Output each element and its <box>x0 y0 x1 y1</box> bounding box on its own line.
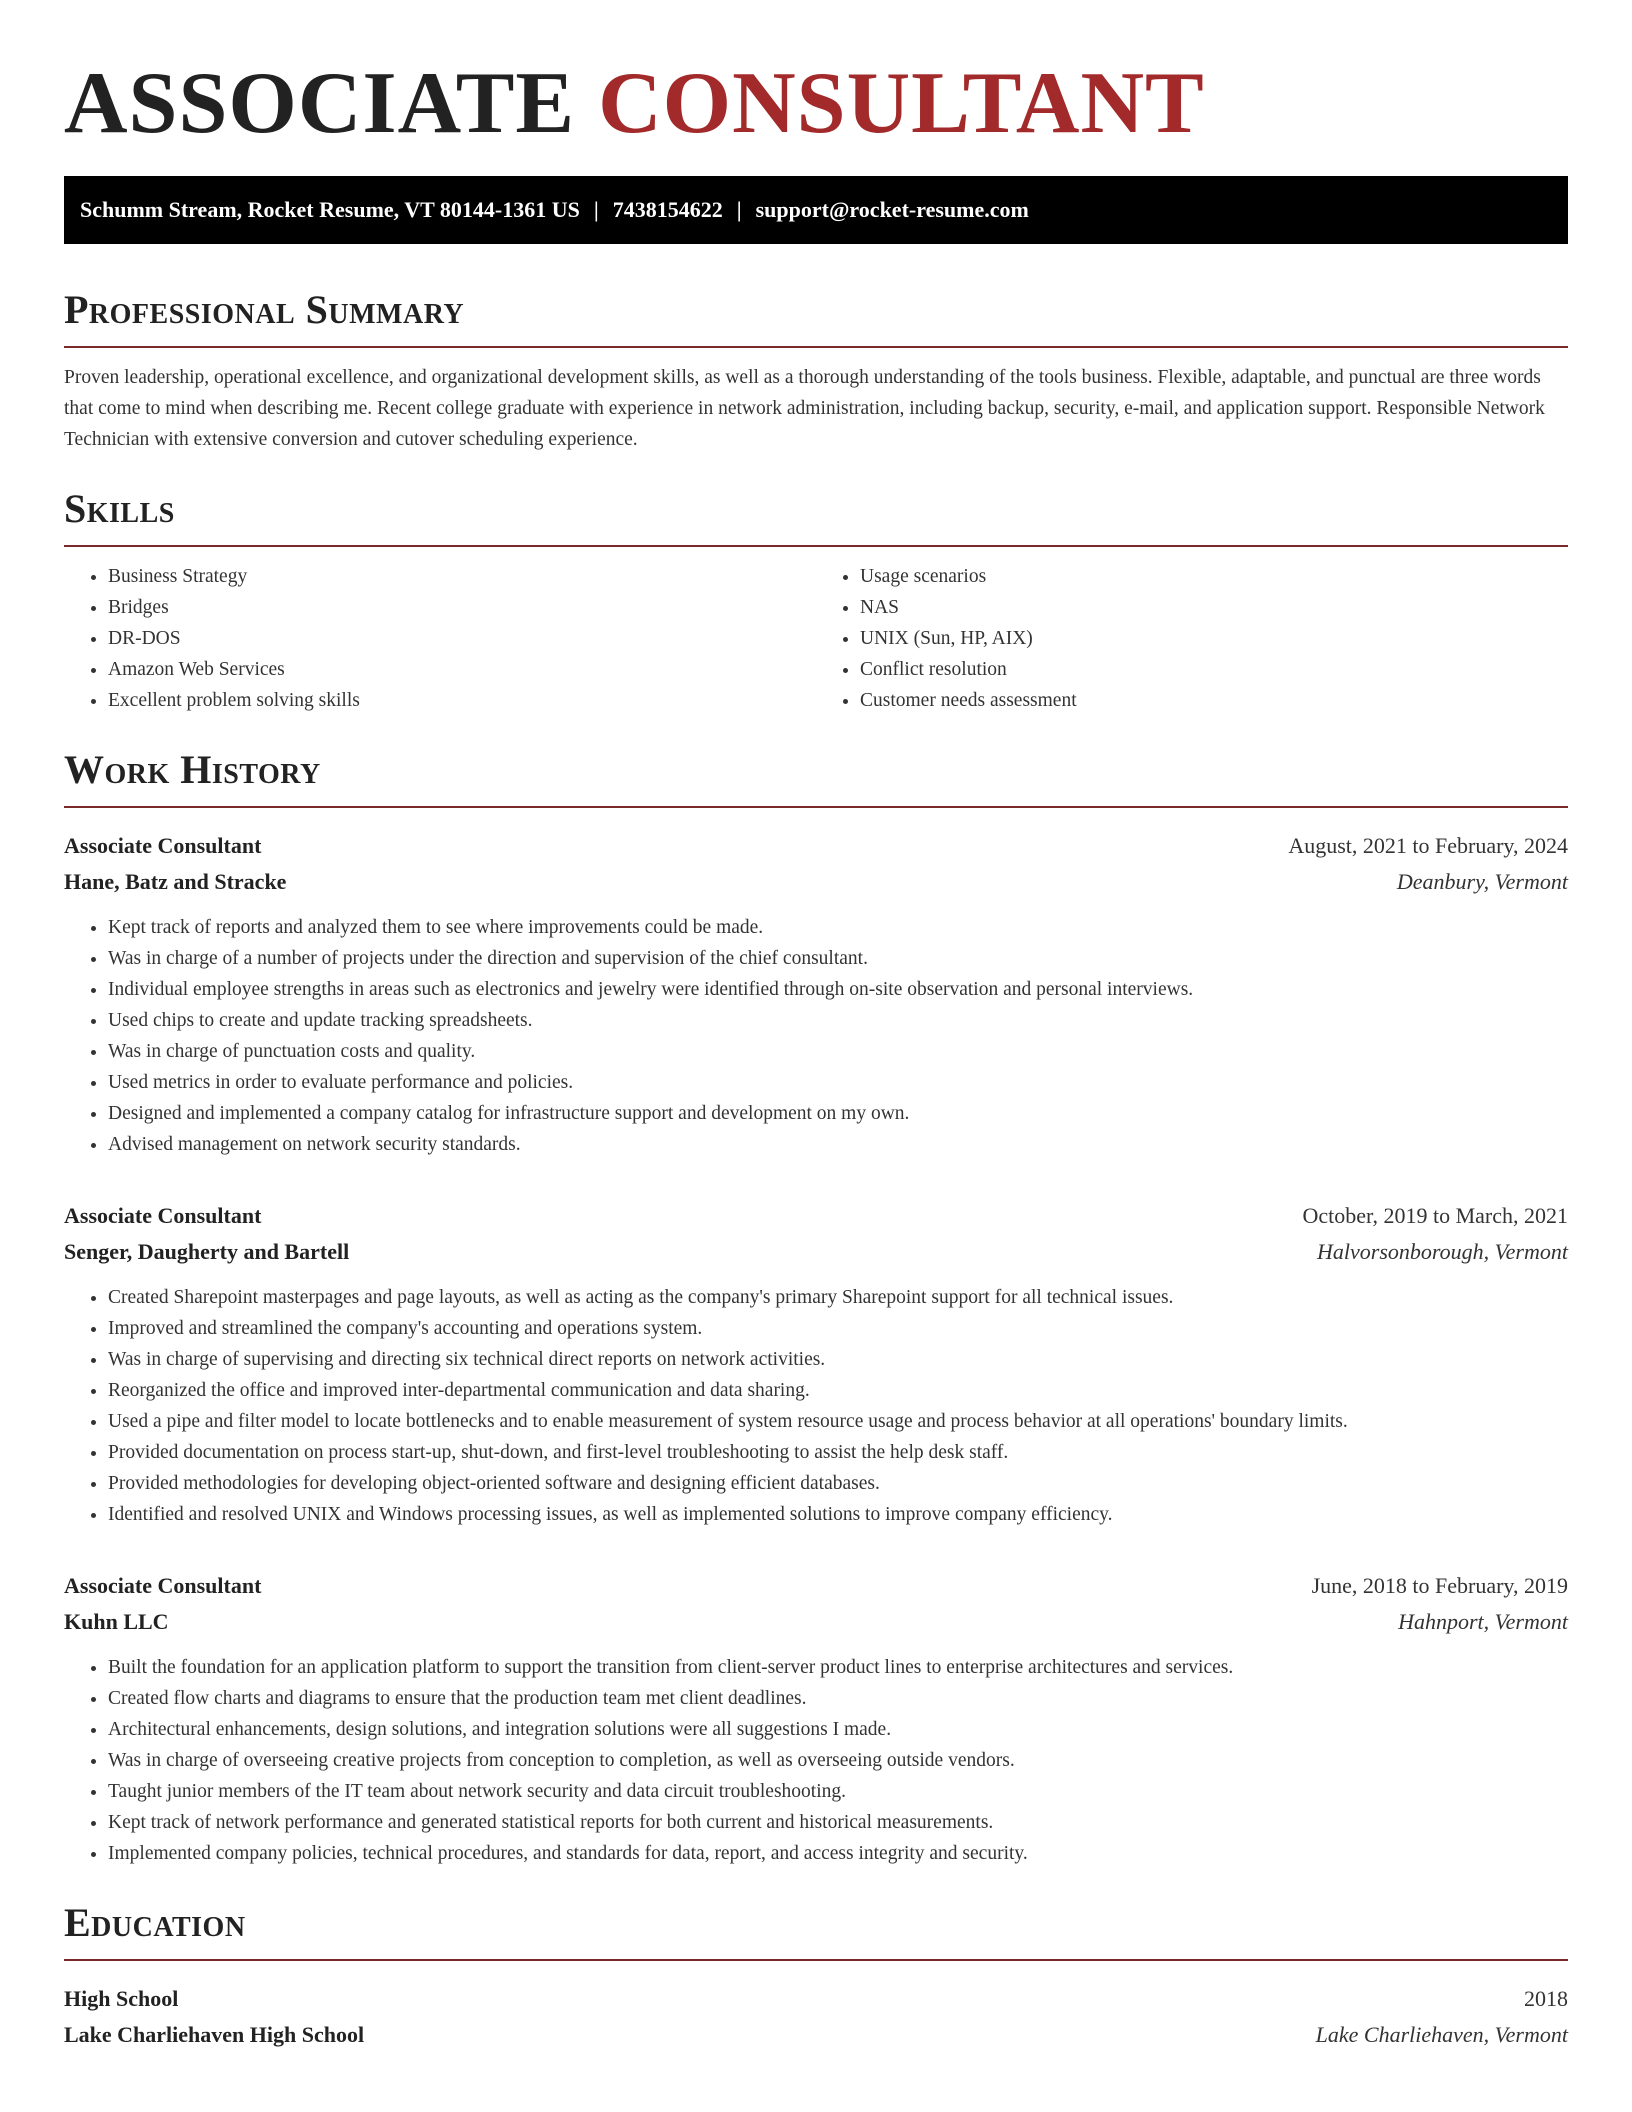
skill-item: • Amazon Web Services <box>108 654 816 685</box>
skills-grid <box>64 561 1568 716</box>
section-title: Skills <box>64 486 175 531</box>
job-bullets <box>64 1282 1568 1530</box>
job-bullet: • Reorganized the office and improved inter-departmental communication and data sharing. <box>108 1375 1568 1406</box>
job-entry <box>64 1568 1568 1869</box>
education-school-row <box>64 2017 1568 2053</box>
section-divider <box>64 1959 1568 1961</box>
education-location: Lake Charliehaven, Vermont <box>1315 2022 1568 2047</box>
job-bullets <box>64 912 1568 1160</box>
education-entry <box>64 1981 1568 2053</box>
contact-separator: | <box>736 197 742 222</box>
job-bullet: • Created flow charts and diagrams to ensure that the production team met client deadlines. <box>108 1683 1568 1714</box>
professional-summary-section <box>64 282 1568 455</box>
job-bullet: • Used metrics in order to evaluate performance and policies. <box>108 1067 1568 1098</box>
job-location: Halvorsonborough, Vermont <box>1317 1239 1568 1264</box>
job-bullet: • Created Sharepoint masterpages and page layouts, as well as acting as the company's primary Sharepoint support for all technical issues. <box>108 1282 1568 1313</box>
section-title: Work History <box>64 747 321 792</box>
job-location: Hahnport, Vermont <box>1398 1609 1568 1634</box>
summary-text: Proven leadership, operational excellence, and organizational development skills, as well as a thorough understanding of the tools business. Flexible, adaptable, and punctual are three words that come to mind when describing me. Recent college graduate with experience in network administration, including backup, security, e-mail, and application support. Responsible Network Technician with extensive conversion and cutover scheduling experience. <box>64 367 1545 450</box>
job-bullet: • Was in charge of supervising and directing six technical direct reports on network activities. <box>108 1344 1568 1375</box>
skill-item: • Excellent problem solving skills <box>108 685 816 716</box>
job-bullet: • Architectural enhancements, design solutions, and integration solutions were all suggestions I made. <box>108 1714 1568 1745</box>
job-entry <box>64 1198 1568 1530</box>
skill-item: • Bridges <box>108 592 816 623</box>
skill-item: • UNIX (Sun, HP, AIX) <box>860 623 1568 654</box>
contact-email: support@rocket-resume.com <box>755 197 1029 222</box>
job-company-row <box>64 864 1568 900</box>
job-bullet: • Implemented company policies, technical procedures, and standards for data, report, and access integrity and security. <box>108 1838 1568 1869</box>
job-bullet: • Identified and resolved UNIX and Windows processing issues, as well as implemented solutions to improve company efficiency. <box>108 1499 1568 1530</box>
job-title: Associate Consultant <box>64 833 262 858</box>
work-history-section <box>64 742 1568 1869</box>
job-header-row <box>64 828 1568 864</box>
job-location: Deanbury, Vermont <box>1396 869 1568 894</box>
section-divider <box>64 545 1568 547</box>
skill-item: • DR-DOS <box>108 623 816 654</box>
job-bullet: • Designed and implemented a company catalog for infrastructure support and development on my own. <box>108 1098 1568 1129</box>
skill-item: • Usage scenarios <box>860 561 1568 592</box>
job-bullet: • Provided methodologies for developing object-oriented software and designing efficient databases. <box>108 1468 1568 1499</box>
job-company: Hane, Batz and Stracke <box>64 869 287 894</box>
skills-column-left <box>64 561 816 716</box>
section-title: Professional Summary <box>64 287 465 332</box>
job-company: Senger, Daugherty and Bartell <box>64 1239 350 1264</box>
resume-name <box>64 0 1568 152</box>
contact-address: Schumm Stream, Rocket Resume, VT 80144-1361 US <box>80 197 580 222</box>
education-degree: High School <box>64 1986 179 2011</box>
job-bullet: • Improved and streamlined the company's accounting and operations system. <box>108 1313 1568 1344</box>
contact-separator: | <box>593 197 599 222</box>
job-header-row <box>64 1198 1568 1234</box>
education-section <box>64 1895 1568 2053</box>
contact-bar <box>64 176 1568 244</box>
resume-page <box>64 0 1568 2053</box>
job-entry <box>64 828 1568 1160</box>
section-title: Education <box>64 1900 246 1945</box>
skill-item: • Customer needs assessment <box>860 685 1568 716</box>
job-bullet: • Advised management on network security standards. <box>108 1129 1568 1160</box>
job-company-row <box>64 1234 1568 1270</box>
job-bullet: • Provided documentation on process start-up, shut-down, and first-level troubleshooting to assist the help desk staff. <box>108 1437 1568 1468</box>
skill-item: • NAS <box>860 592 1568 623</box>
job-bullet: • Used chips to create and update tracking spreadsheets. <box>108 1005 1568 1036</box>
education-year: 2018 <box>1524 1986 1568 2011</box>
section-divider <box>64 806 1568 808</box>
job-dates: October, 2019 to March, 2021 <box>1302 1203 1568 1228</box>
job-dates: August, 2021 to February, 2024 <box>1288 833 1568 858</box>
skills-column-right <box>816 561 1568 716</box>
job-title: Associate Consultant <box>64 1573 262 1598</box>
last-name: CONSULTANT <box>598 55 1205 152</box>
contact-phone: 7438154622 <box>612 197 723 222</box>
job-bullets <box>64 1652 1568 1869</box>
job-company-row <box>64 1604 1568 1640</box>
job-title: Associate Consultant <box>64 1203 262 1228</box>
job-company: Kuhn LLC <box>64 1609 169 1634</box>
job-bullet: • Kept track of network performance and generated statistical reports for both current and historical measurements. <box>108 1807 1568 1838</box>
skill-item: • Business Strategy <box>108 561 816 592</box>
job-bullet: • Taught junior members of the IT team about network security and data circuit troubleshooting. <box>108 1776 1568 1807</box>
job-bullet: • Was in charge of a number of projects under the direction and supervision of the chief consultant. <box>108 943 1568 974</box>
job-bullet: • Kept track of reports and analyzed them to see where improvements could be made. <box>108 912 1568 943</box>
job-header-row <box>64 1568 1568 1604</box>
job-bullet: • Individual employee strengths in areas such as electronics and jewelry were identified through on-site observation and personal interviews. <box>108 974 1568 1005</box>
skills-section <box>64 481 1568 716</box>
job-bullet: • Was in charge of punctuation costs and quality. <box>108 1036 1568 1067</box>
job-dates: June, 2018 to February, 2019 <box>1311 1573 1568 1598</box>
section-divider <box>64 346 1568 348</box>
education-school: Lake Charliehaven High School <box>64 2022 365 2047</box>
skill-item: • Conflict resolution <box>860 654 1568 685</box>
job-bullet: • Built the foundation for an application platform to support the transition from client-server product lines to enterprise architectures and services. <box>108 1652 1568 1683</box>
education-header-row <box>64 1981 1568 2017</box>
job-bullet: • Was in charge of overseeing creative projects from conception to completion, as well as overseeing outside vendors. <box>108 1745 1568 1776</box>
job-bullet: • Used a pipe and filter model to locate bottlenecks and to enable measurement of system resource usage and process behavior at all operations' boundary limits. <box>108 1406 1568 1437</box>
first-name: ASSOCIATE <box>64 55 576 152</box>
